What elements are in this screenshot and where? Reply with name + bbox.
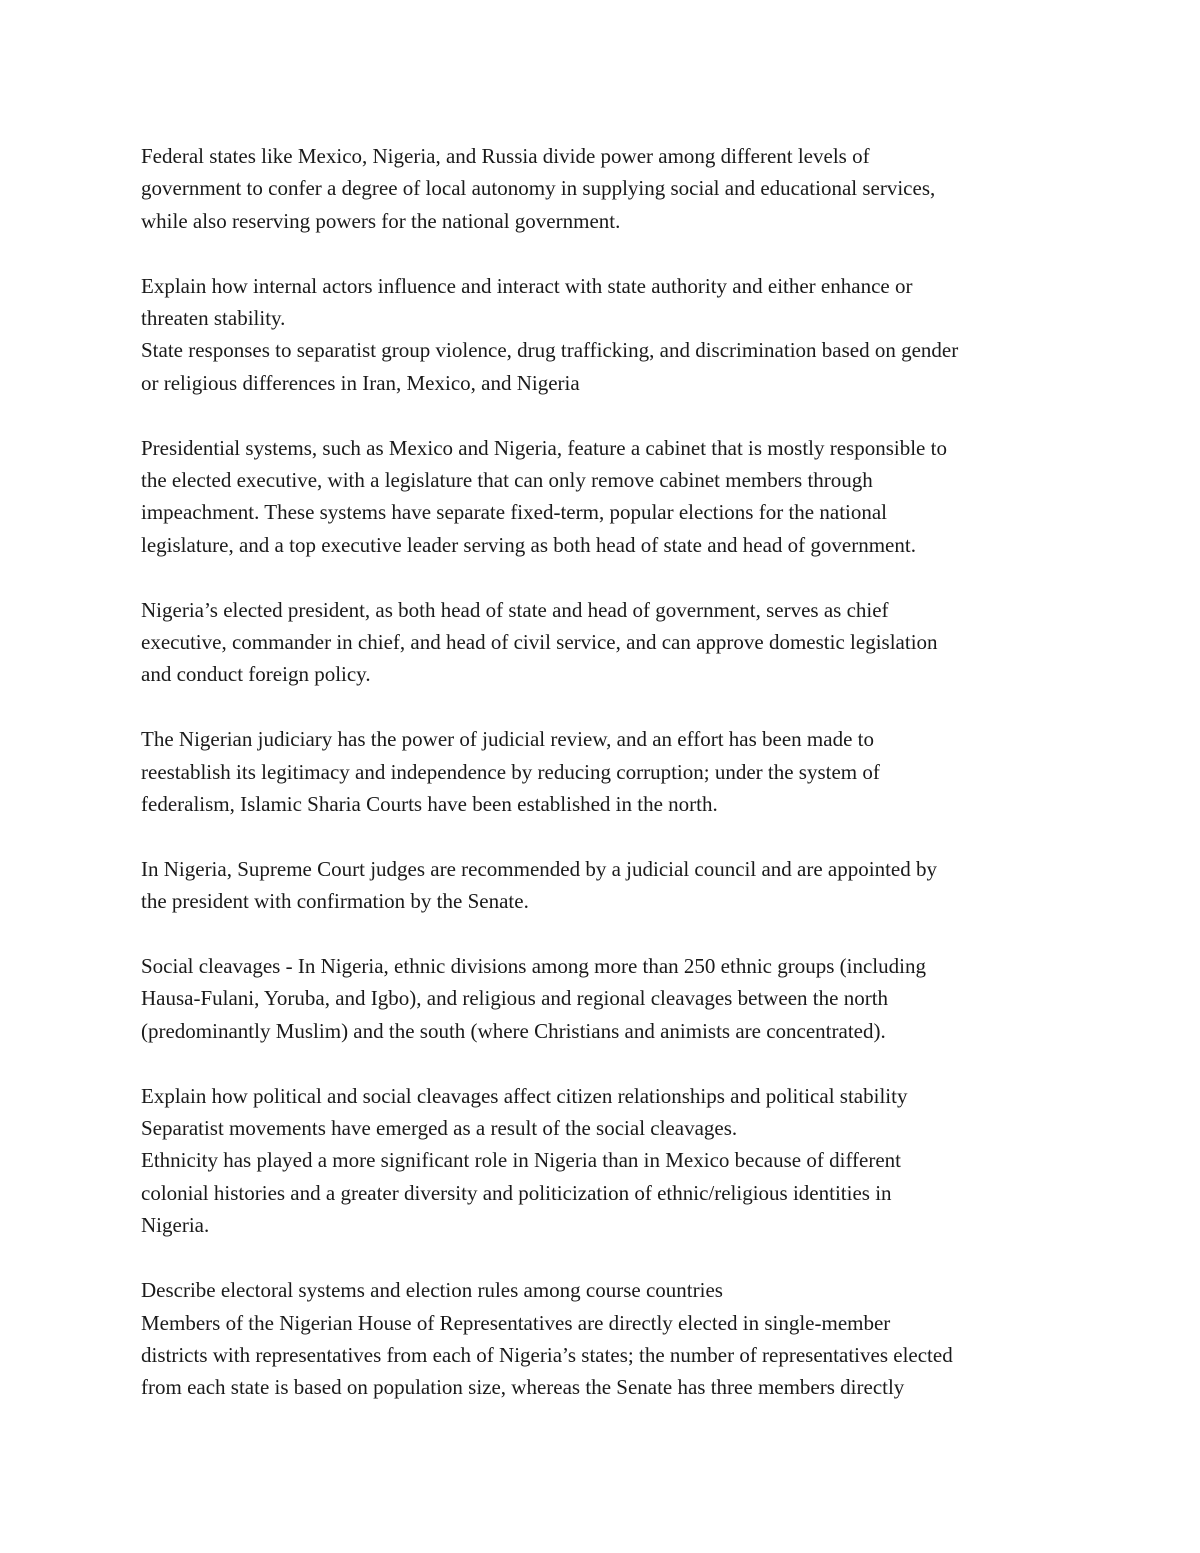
text-line: (predominantly Muslim) and the south (where Christians and animists are concentrated). [141, 1018, 886, 1043]
text-line: Nigeria’s elected president, as both head of state and head of government, serves as chief [141, 597, 889, 622]
text-line: the president with confirmation by the Senate. [141, 889, 529, 914]
text-line: State responses to separatist group violence, drug trafficking, and discrimination based on gender [141, 338, 959, 363]
paragraph-federal-states [141, 140, 1071, 237]
paragraph-electoral-systems [141, 1274, 1071, 1404]
paragraph-nigeria-president [141, 594, 1071, 691]
paragraph-presidential-systems [141, 432, 1071, 562]
text-line: Explain how internal actors influence and interact with state authority and either enhance or [141, 273, 913, 298]
text-line: Nigeria. [141, 1213, 210, 1238]
text-line: Separatist movements have emerged as a result of the social cleavages. [141, 1116, 738, 1141]
text-line: In Nigeria, Supreme Court judges are recommended by a judicial council and are appointed by [141, 856, 937, 881]
text-line: government to confer a degree of local autonomy in supplying social and educational services, [141, 176, 936, 201]
text-line: Federal states like Mexico, Nigeria, and Russia divide power among different levels of [141, 144, 870, 168]
text-line: Ethnicity has played a more significant role in Nigeria than in Mexico because of different [141, 1148, 902, 1173]
text-line: The Nigerian judiciary has the power of judicial review, and an effort has been made to [141, 727, 874, 752]
text-line: Presidential systems, such as Mexico and Nigeria, feature a cabinet that is mostly responsible to [141, 435, 947, 460]
text-line: impeachment. These systems have separate fixed-term, popular elections for the national [141, 500, 888, 525]
text-line: threaten stability. [141, 306, 286, 331]
paragraph-nigerian-judiciary [141, 723, 1071, 820]
text-line: Explain how political and social cleavages affect citizen relationships and political stability [141, 1083, 908, 1108]
document-body [141, 140, 1071, 1436]
text-line: or religious differences in Iran, Mexico, and Nigeria [141, 370, 580, 395]
text-line: Members of the Nigerian House of Representatives are directly elected in single-member [141, 1310, 891, 1335]
text-line: federalism, Islamic Sharia Courts have been established in the north. [141, 792, 718, 817]
text-line: while also reserving powers for the national government. [141, 208, 621, 233]
text-line: colonial histories and a greater diversity and politicization of ethnic/religious identities in [141, 1180, 892, 1205]
paragraph-political-cleavages [141, 1080, 1071, 1242]
text-line: Social cleavages - In Nigeria, ethnic divisions among more than 250 ethnic groups (including [141, 954, 926, 979]
text-line: and conduct foreign policy. [141, 662, 371, 687]
paragraph-social-cleavages [141, 950, 1071, 1047]
text-line: reestablish its legitimacy and independence by reducing corruption; under the system of [141, 759, 880, 784]
text-line: the elected executive, with a legislature that can only remove cabinet members through [141, 468, 873, 493]
text-line: executive, commander in chief, and head of civil service, and can approve domestic legislation [141, 630, 938, 655]
text-line: legislature, and a top executive leader serving as both head of state and head of government. [141, 532, 916, 557]
text-line: districts with representatives from each of Nigeria’s states; the number of representatives elected [141, 1342, 953, 1367]
paragraph-supreme-court [141, 853, 1071, 918]
text-line: from each state is based on population size, whereas the Senate has three members directly [141, 1375, 905, 1400]
text-line: Hausa-Fulani, Yoruba, and Igbo), and religious and regional cleavages between the north [141, 986, 889, 1011]
paragraph-internal-actors [141, 270, 1071, 400]
text-line: Describe electoral systems and election rules among course countries [141, 1278, 723, 1303]
